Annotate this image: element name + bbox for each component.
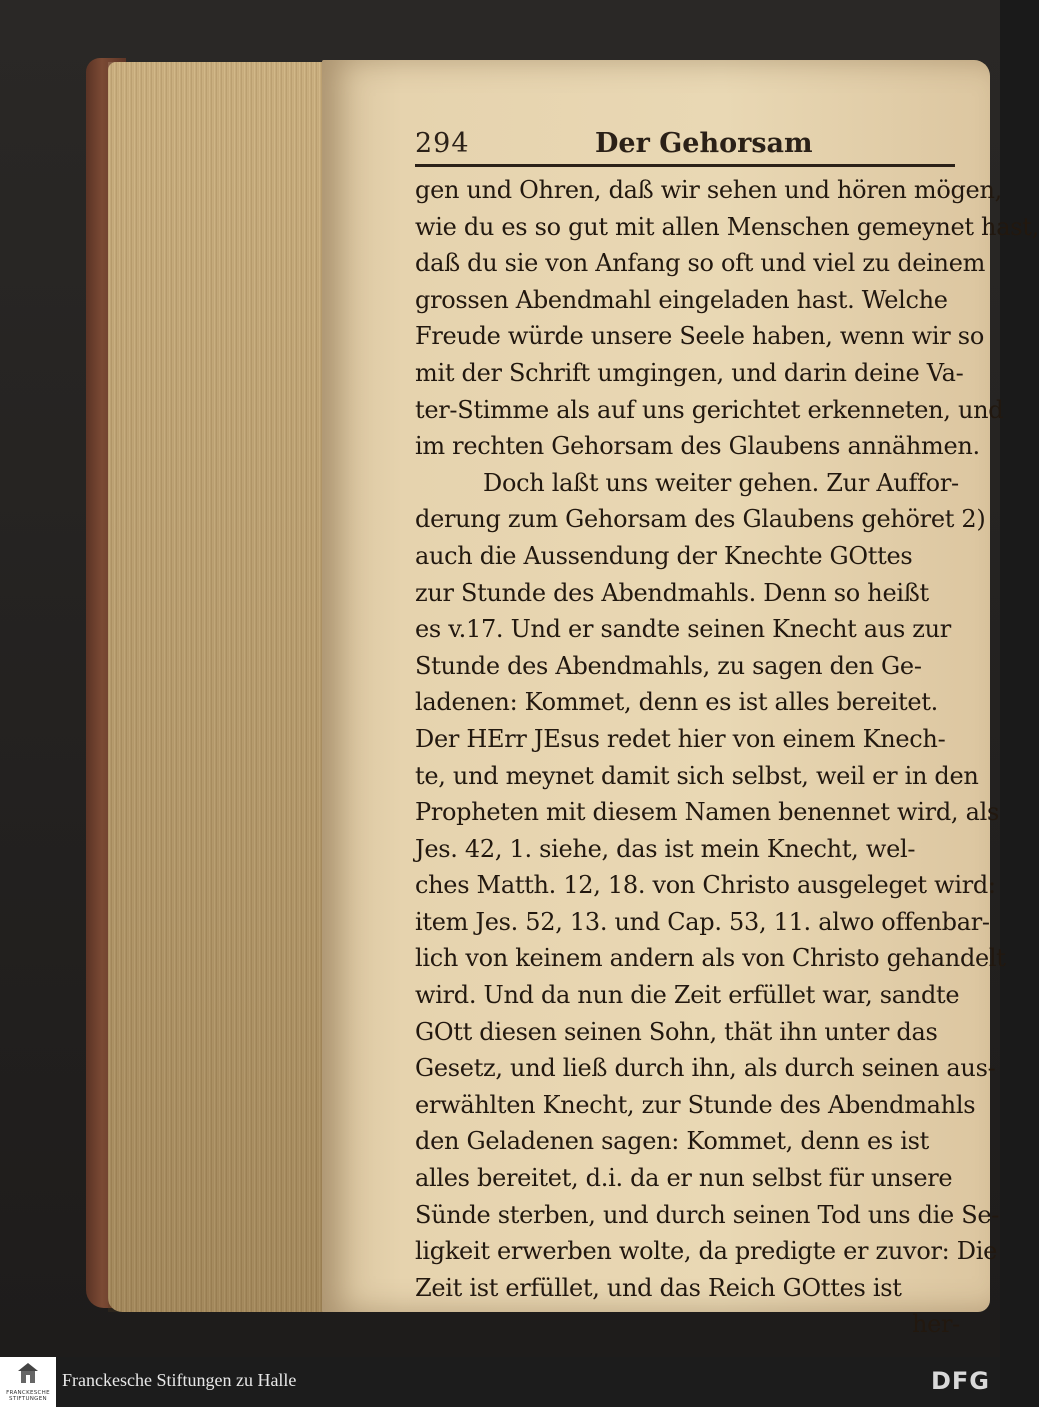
text-line: ligkeit erwerben wolte, da predigte er zuvor: Die <box>415 1237 997 1266</box>
text-line-paragraph-start: Doch laßt uns weiter gehen. Zur Auffor- <box>483 468 959 497</box>
text-line: daß du sie von Anfang so oft und viel zu deinem <box>415 249 986 278</box>
text-line: es v.17. Und er sandte seinen Knecht aus zur <box>415 615 951 644</box>
text-line: lich von keinem andern als von Christo gehandelt <box>415 944 1006 973</box>
orphanage-emblem-icon <box>18 1363 38 1385</box>
viewer-footer <box>0 1357 1000 1407</box>
running-title: Der Gehorsam <box>595 128 813 159</box>
text-line: Gesetz, und ließ durch ihn, als durch seinen aus- <box>415 1054 996 1083</box>
text-line: mit der Schrift umgingen, und darin deine Va- <box>415 358 964 387</box>
dfg-logo[interactable]: DFG <box>930 1367 990 1395</box>
text-line: erwählten Knecht, zur Stunde des Abendmahls <box>415 1090 976 1119</box>
text-line: ches Matth. 12, 18. von Christo ausgeleget wird: <box>415 871 996 900</box>
page-header <box>415 128 955 168</box>
text-line: Sünde sterben, und durch seinen Tod uns die Se- <box>415 1200 1000 1229</box>
text-line: te, und meynet damit sich selbst, weil er in den <box>415 761 979 790</box>
text-line: Der HErr JEsus redet hier von einem Knech- <box>415 724 946 753</box>
text-line: Zeit ist erfüllet, und das Reich GOttes ist <box>415 1273 902 1302</box>
text-line: Jes. 42, 1. siehe, das ist mein Knecht, wel- <box>415 834 916 863</box>
page-number: 294 <box>415 128 470 159</box>
text-line: den Geladenen sagen: Kommet, denn es ist <box>415 1127 929 1156</box>
text-line: GOtt diesen seinen Sohn, thät ihn unter das <box>415 1017 938 1046</box>
text-line: im rechten Gehorsam des Glaubens annähmen. <box>415 432 980 461</box>
text-line: Freude würde unsere Seele haben, wenn wir so <box>415 322 984 351</box>
text-line: Stunde des Abendmahls, zu sagen den Ge- <box>415 651 922 680</box>
page-body-text <box>415 172 1039 1343</box>
text-line: grossen Abendmahl eingeladen hast. Welche <box>415 285 948 314</box>
header-rule <box>415 164 955 167</box>
text-line: wie du es so gut mit allen Menschen gemeynet hast, <box>415 212 1039 241</box>
institution-logo[interactable] <box>0 1357 56 1407</box>
text-line: Propheten mit diesem Namen benennet wird, als <box>415 798 999 827</box>
logo-text: FRANCKESCHE STIFTUNGEN <box>6 1390 50 1402</box>
institution-name[interactable]: Franckesche Stiftungen zu Halle <box>62 1370 297 1390</box>
text-line: alles bereitet, d.i. da er nun selbst für unsere <box>415 1164 953 1193</box>
text-line: wird. Und da nun die Zeit erfüllet war, sandte <box>415 981 960 1010</box>
text-line: zur Stunde des Abendmahls. Denn so heißt <box>415 578 929 607</box>
text-line: derung zum Gehorsam des Glaubens gehöret 2) <box>415 505 986 534</box>
catchword: her- <box>911 1310 960 1339</box>
text-line: ladenen: Kommet, denn es ist alles bereitet. <box>415 688 938 717</box>
page-edges <box>108 62 328 1312</box>
text-line: gen und Ohren, daß wir sehen und hören mögen, <box>415 176 1002 204</box>
text-line: auch die Aussendung der Knechte GOttes <box>415 541 913 570</box>
text-line: ter-Stimme als auf uns gerichtet erkenneten, und <box>415 395 1004 424</box>
text-line: item Jes. 52, 13. und Cap. 53, 11. alwo offenbar- <box>415 907 990 936</box>
